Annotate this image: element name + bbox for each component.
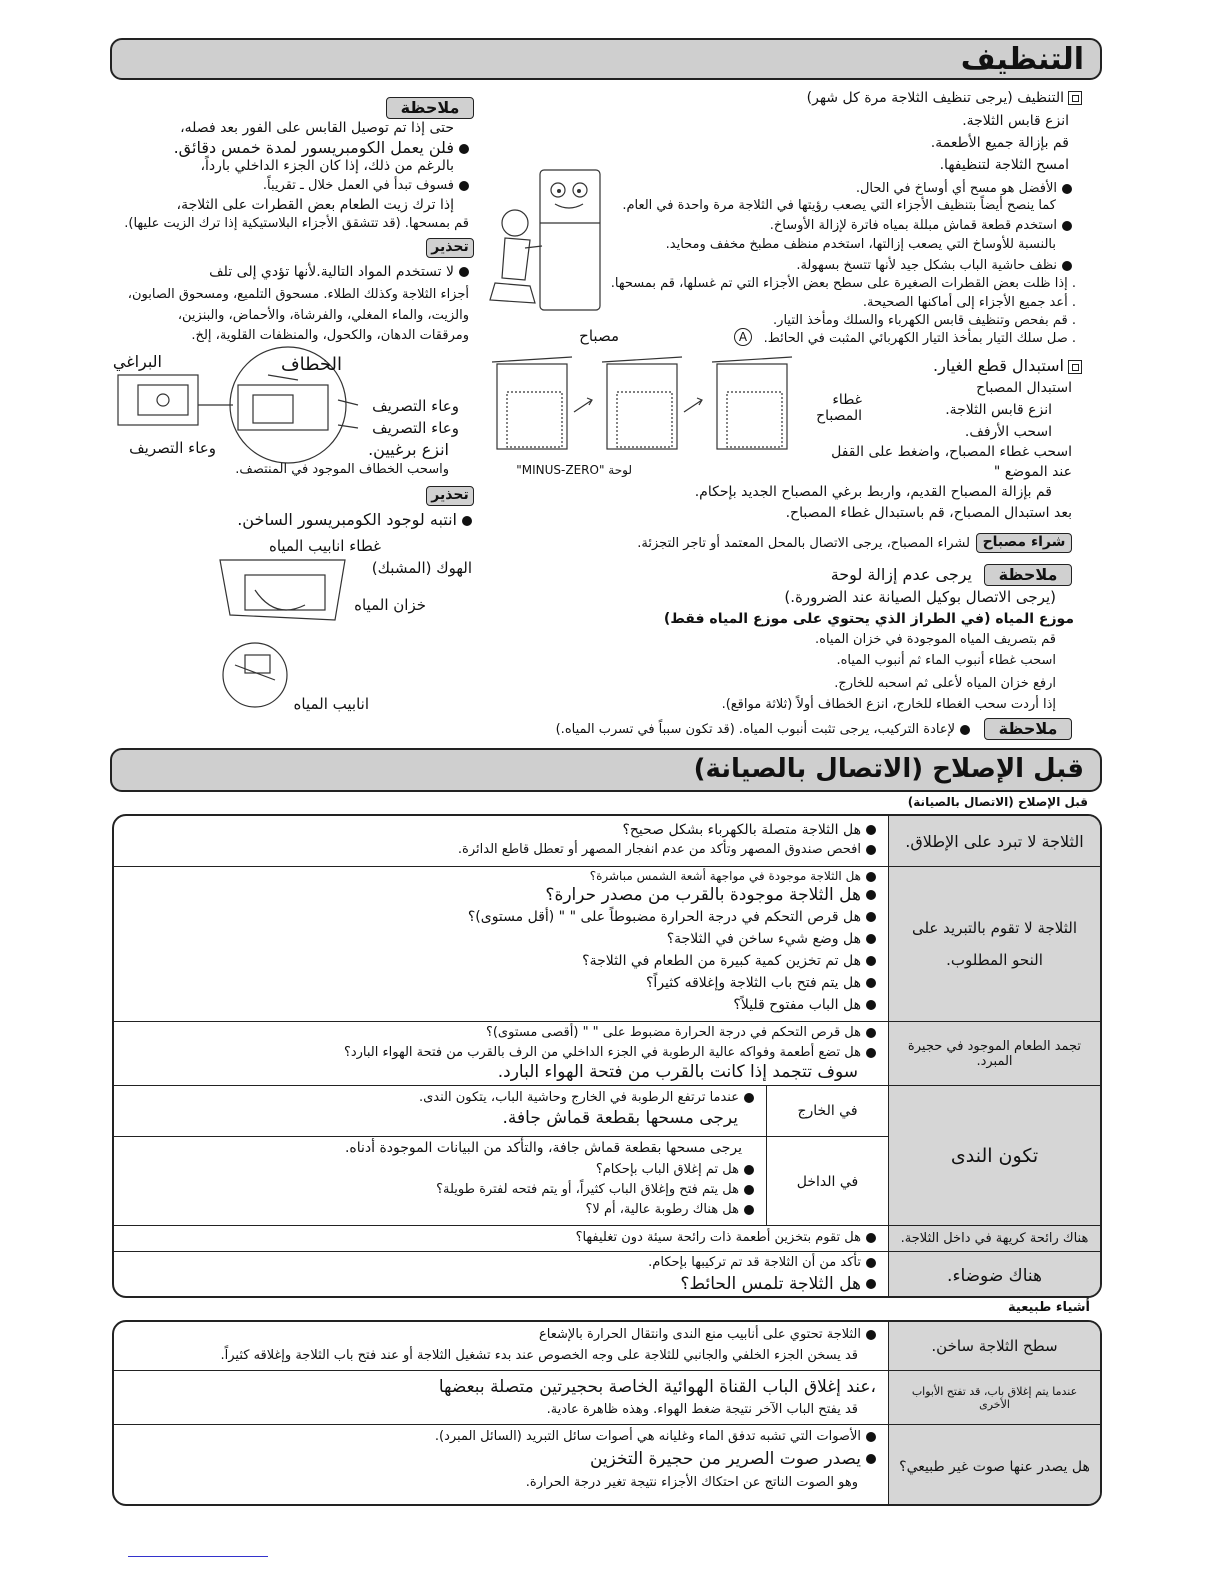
buy-lamp-text: لشراء المصباح، يرجى الاتصال بالمحل المعتمد أو تاجر التجزئة.: [637, 536, 970, 551]
lamp-step: قم بإزالة المصباح القديم، واربط برغي المصباح الجديد بإحكام.: [694, 484, 1052, 500]
table-row: [114, 1021, 1100, 1085]
check-item: هل قرص التحكم في درجة الحرارة مضبوطاً على " " (أقل مستوى)؟: [468, 909, 876, 925]
check-item: هل هناك رطوبة عالية، أم لا؟: [586, 1202, 755, 1218]
table-row: [114, 1424, 1100, 1506]
explanation-item: الأصوات التي تشبه تدفق الماء وغليانه هي أصوات سائل التبريد (السائل المبرد).: [435, 1429, 876, 1445]
cleaning-illustration: [480, 168, 620, 318]
phenomenon-label: عندما يتم إغلاق باب، قد تفتح الأبواب الأخرى: [888, 1371, 1100, 1424]
check-item: تأكد من أن الثلاجة قد تم تركيبها بإحكام.: [648, 1255, 876, 1271]
explanation-item: وهو الصوت الناتج عن احتكاك الأجزاء نتيجة تغير درجة الحرارة.: [525, 1475, 858, 1490]
checkbox-icon: [1068, 91, 1082, 105]
lamp-cover-label: المصباح: [816, 408, 862, 424]
note-line: بالرغم من ذلك، إذا كان الجزء الداخلي بارداً،: [200, 158, 454, 174]
marker-a: A: [734, 328, 752, 346]
problem-label: الثلاجة لا تقوم بالتبريد على النحو المطلوب.: [888, 867, 1100, 1021]
lamp-step: عند الموضع ": [993, 464, 1072, 480]
footer-rule: [128, 1556, 268, 1557]
problem-label: الثلاجة لا تبرد على الإطلاق.: [888, 816, 1100, 866]
clean-tip: بالنسبة للأوساخ التي يصعب إزالتها، استخدم منظف مطبخ مخفف ومحايد.: [665, 237, 1056, 252]
table-row: [114, 866, 1100, 1021]
water-label-hook: الهوك (المشبك): [371, 559, 472, 577]
warning-line: أجزاء الثلاجة وكذلك الطلاء. مسحوق التلميع، ومسحوق الصابون،: [127, 287, 469, 302]
section-banner-repair: [110, 748, 1102, 792]
check-item: هل الثلاجة موجودة بالقرب من مصدر حرارة؟: [545, 885, 876, 906]
problem-label: هناك رائحة كريهة في داخل الثلاجة.: [888, 1226, 1100, 1251]
explanation-item: ،عند إغلاق الباب القناة الهوائية الخاصة بحجيرتين متصلة ببعضها: [438, 1377, 876, 1397]
repair-subtitle: قبل الإصلاح (الاتصال بالصيانة): [907, 795, 1088, 809]
check-item: هل تقوم بتخزين أطعمة ذات رائحة سيئة دون تغليفها؟: [576, 1230, 876, 1246]
lamp-illustration: [492, 352, 822, 462]
natural-table: [112, 1320, 1102, 1506]
water-dispenser-step: ارفع خزان المياه لأعلى ثم اسحبه للخارج.: [834, 676, 1056, 691]
explanation-item: قد يسخن الجزء الخلفي والجانبي للثلاجة على وجه الخصوص عند بدء تشغيل الثلاجة أو عند فتح باب الثلاجة وإغلاقه كثيراً.: [220, 1348, 858, 1363]
water-label-pipe-cover: غطاء انابيب المياه: [268, 537, 381, 555]
clean-tip: استخدم قطعة قماش مبللة بمياه فاترة لإزالة الأوساخ.: [770, 218, 1072, 234]
explanation-item: قد يفتح الباب الآخر نتيجة ضغط الهواء. وهذه ظاهرة عادية.: [546, 1402, 858, 1417]
note-line: قم بمسحها. (قد تتشقق الأجزاء البلاستيكية إذا ترك الزيت عليها).: [124, 216, 469, 231]
warning-line: انتبه لوجود الكومبريسور الساخن.: [237, 510, 472, 530]
warning-line: لا تستخدم المواد التالية.لأنها تؤدي إلى تلف: [209, 264, 469, 280]
drain-instruction: واسحب الخطاف الموجود في المنتصف.: [235, 462, 449, 477]
water-dispenser-title: موزع المياه (في الطراز الذي يحتوي على موزع المياه فقط): [663, 611, 1074, 627]
section-title: التنظيف: [960, 42, 1084, 77]
section-title: قبل الإصلاح (الاتصال بالصيانة): [693, 754, 1084, 784]
check-item: هل وضع شيء ساخن في الثلاجة؟: [667, 931, 876, 947]
lamp-heading: استبدال قطع الغيار.: [933, 356, 1082, 376]
warning-label: تحذير: [426, 486, 474, 506]
problem-label: تكون الندى: [888, 1086, 1100, 1225]
explanation-item: يصدر صوت الصرير من حجيرة التخزين: [590, 1449, 876, 1470]
check-item: سوف تتجمد إذا كانت بالقرب من فتحة الهواء البارد.: [497, 1062, 858, 1082]
drain-label-tray: وعاء التصريف: [129, 439, 216, 457]
clean-tip: نظف حاشية الباب بشكل جيد لأنها تتسخ بسهولة.: [796, 258, 1072, 274]
drain-label-screws: البراغي: [112, 352, 162, 371]
check-item: هل يتم فتح باب الثلاجة وإغلاقه كثيراً؟: [646, 975, 876, 991]
lamp-label: مصباح: [579, 327, 619, 345]
check-item: هل يتم فتح وإغلاق الباب كثيراً، أو يتم فتحه لفترة طويلة؟: [436, 1182, 754, 1198]
lamp-step: اسحب غطاء المصباح، واضغط على القفل: [831, 444, 1072, 460]
explanation-item: الثلاجة تحتوي على أنابيب منع الندى وانتقال الحرارة بالإشعاع: [539, 1327, 876, 1343]
check-item: هل تم إغلاق الباب بإحكام؟: [596, 1162, 754, 1178]
check-item: هل تم تخزين كمية كبيرة من الطعام في الثلاجة؟: [582, 953, 876, 969]
table-row: [114, 1370, 1100, 1424]
sub-label-inside: في الداخل: [766, 1136, 888, 1226]
drain-label-tray: وعاء التصريف: [372, 419, 459, 437]
lamp-cover-label: غطاء: [832, 392, 862, 408]
check-item: هل الثلاجة متصلة بالكهرباء بشكل صحيح؟: [622, 822, 876, 838]
lamp-subheading: استبدال المصباح: [976, 380, 1072, 396]
drain-instruction: انزع برغيين.: [368, 440, 449, 459]
repair-table: [112, 814, 1102, 1298]
clean-tip: . قم بفحص وتنظيف قابس الكهرباء والسلك ومأخذ التيار.: [773, 313, 1076, 328]
note-label: ملاحظة: [386, 97, 474, 119]
table-row: [114, 1322, 1100, 1370]
water-note: لإعادة التركيب، يرجى تثبت أنبوب المياه. (قد تكون سبباً في تسرب المياه.): [556, 722, 970, 738]
warning-line: ومرققات الدهان، والكحول، والمنظفات القلوية، إلخ.: [191, 328, 469, 343]
check-item: افحص صندوق المصهر وتأكد من عدم انفجار المصهر أو تعطل قاطع الدائرة.: [458, 842, 876, 858]
clean-heading: التنظيف (يرجى تنظيف الثلاجة مرة كل شهر): [807, 88, 1082, 108]
water-tank-illustration: [215, 545, 365, 720]
buy-lamp-label: شراء مصباح: [976, 533, 1072, 553]
lamp-step: انزع قابس الثلاجة.: [945, 402, 1052, 418]
check-item: هل الثلاجة تلمس الحائط؟: [680, 1274, 876, 1295]
check-item: يرجى مسحها بقطعة قماش جافة، والتأكد من البيانات الموجودة أدناه.: [344, 1140, 742, 1156]
problem-label: تجمد الطعام الموجود في حجيرة المبرد.: [888, 1022, 1100, 1085]
check-item: هل قرص التحكم في درجة الحرارة مضبوط على " " (أقصى مستوى)؟: [486, 1025, 876, 1041]
warning-label: تحذير: [426, 238, 474, 258]
clean-tip: كما ينصح أيضاً بتنظيف الأجزاء التي يصعب رؤيتها في الثلاجة مرة واحدة في العام.: [622, 198, 1056, 213]
minus-zero-label: لوحة "MINUS-ZERO": [516, 463, 632, 477]
checkbox-icon: [1068, 360, 1082, 374]
clean-tip: . أعد جميع الأجزاء إلى أماكنها الصحيحة.: [862, 295, 1076, 310]
water-dispenser-step: إذا أردت سحب الغطاء للخارج، انزع الخطاف أولاً (ثلاثة مواقع).: [721, 697, 1056, 712]
sub-label-outside: في الخارج: [766, 1086, 888, 1136]
note-line: حتى إذا تم توصيل القابس على الفور بعد فصله،: [180, 120, 454, 136]
clean-step: امسح الثلاجة لتنظيفها.: [939, 157, 1069, 173]
clean-tip: . صل سلك التيار بمأخذ التيار الكهربائي المثبت في الحائط.: [763, 331, 1076, 346]
natural-title: أشياء طبيعية: [1008, 1300, 1090, 1315]
drain-label-hook: الخطاف: [280, 354, 342, 375]
table-row: [114, 816, 1100, 866]
note-line: فسوف تبدأ في العمل خلال ـ تقريباً.: [263, 178, 469, 194]
water-dispenser-step: اسحب غطاء أنبوب الماء ثم أنبوب المياه.: [836, 653, 1056, 668]
note-label: ملاحظة: [984, 718, 1072, 740]
note-label: ملاحظة: [984, 564, 1072, 586]
table-row: [114, 1225, 1100, 1251]
drain-label-tray: وعاء التصريف: [372, 397, 459, 415]
phenomenon-label: سطح الثلاجة ساخن.: [888, 1322, 1100, 1370]
table-row: [114, 1085, 1100, 1225]
water-dispenser-step: قم بتصريف المياه الموجودة في خزان المياه.: [815, 632, 1056, 647]
problem-label: هناك ضوضاء.: [888, 1252, 1100, 1298]
check-item: هل الثلاجة موجودة في مواجهة أشعة الشمس مباشرة؟: [590, 868, 876, 884]
note-line: إذا ترك زيت الطعام بعض القطرات على الثلاجة،: [176, 197, 454, 213]
water-label-tank: خزان المياه: [354, 596, 426, 614]
clean-tip: . إذا ظلت بعض القطرات الصغيرة على سطح بعض الأجزاء التي تم غسلها، قم بمسحها.: [610, 276, 1076, 291]
table-row: [114, 1251, 1100, 1298]
lamp-note: يرجى عدم إزالة لوحة: [830, 565, 972, 584]
lamp-step: بعد استبدال المصباح، قم باستبدال غطاء المصباح.: [785, 505, 1072, 521]
lamp-step: اسحب الأرفف.: [964, 424, 1052, 440]
clean-step: قم بإزالة جميع الأطعمة.: [930, 135, 1069, 151]
check-item: هل الباب مفتوح قليلاً؟: [733, 997, 876, 1013]
phenomenon-label: هل يصدر عنها صوت غير طبيعي؟: [888, 1425, 1100, 1506]
check-item: هل تضع أطعمة وفواكه عالية الرطوبة في الجزء الداخلي من الرف بالقرب من فتحة الهواء البارد؟: [344, 1045, 876, 1061]
check-item: عندما ترتفع الرطوبة في الخارج وحاشية الباب، يتكون الندى.: [419, 1090, 754, 1106]
clean-tip: الأفضل هو مسح أي أوساخ في الحال.: [856, 181, 1072, 197]
note-line: فلن يعمل الكومبريسور لمدة خمس دقائق.: [174, 138, 469, 158]
check-item: يرجى مسحها بقطعة قماش جافة.: [502, 1108, 738, 1128]
clean-step: انزع قابس الثلاجة.: [962, 113, 1069, 129]
warning-line: والزيت، والماء المغلي، والفرشاة، والأحماض، والبنزين،: [177, 308, 469, 323]
lamp-note: (يرجى الاتصال بوكيل الصيانة عند الضرورة.): [784, 588, 1056, 606]
water-label-pipes: انابيب المياه: [293, 695, 369, 713]
section-banner-cleaning: [110, 38, 1102, 80]
